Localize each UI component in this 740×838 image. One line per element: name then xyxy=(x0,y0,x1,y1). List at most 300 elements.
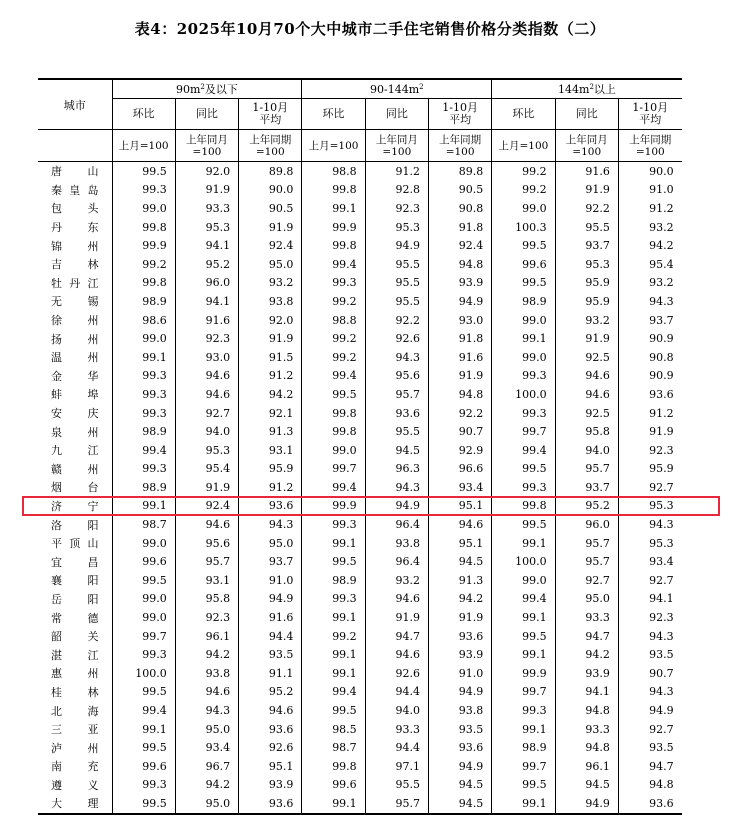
value-cell: 91.9 xyxy=(555,329,618,348)
city-cell: 泉州 xyxy=(51,425,99,439)
value-cell: 99.9 xyxy=(112,236,175,255)
value-cell: 91.6 xyxy=(555,162,618,181)
value-cell: 99.2 xyxy=(492,181,555,200)
value-cell: 99.0 xyxy=(112,590,175,609)
value-cell: 95.0 xyxy=(175,794,238,814)
value-cell: 92.7 xyxy=(175,404,238,423)
value-cell: 95.5 xyxy=(365,255,428,274)
value-cell: 99.7 xyxy=(492,757,555,776)
value-cell: 95.0 xyxy=(175,720,238,739)
value-cell: 99.1 xyxy=(492,794,555,814)
value-cell: 89.8 xyxy=(239,162,302,181)
city-cell: 惠州 xyxy=(51,667,99,681)
value-cell: 95.9 xyxy=(555,274,618,293)
value-cell: 95.7 xyxy=(555,534,618,553)
value-cell: 93.1 xyxy=(239,441,302,460)
value-cell: 98.9 xyxy=(112,478,175,497)
base-row xyxy=(38,130,682,162)
value-cell: 93.2 xyxy=(555,311,618,330)
value-cell: 95.3 xyxy=(618,497,681,516)
table-body xyxy=(38,162,682,814)
value-cell: 93.4 xyxy=(618,552,681,571)
value-cell: 99.1 xyxy=(302,534,365,553)
table-row xyxy=(38,255,682,274)
value-cell: 99.9 xyxy=(492,664,555,683)
subheader-cell: 1-10月 平均 xyxy=(618,99,681,130)
value-cell: 91.2 xyxy=(365,162,428,181)
value-cell: 99.1 xyxy=(492,608,555,627)
city-cell: 韶关 xyxy=(51,630,99,644)
subheader-cell: 同比 xyxy=(555,99,618,130)
value-cell: 94.8 xyxy=(428,385,491,404)
group-header-small: $90m^2$及以下 xyxy=(112,79,302,99)
value-cell: 93.6 xyxy=(428,627,491,646)
subheader-cell: 同比 xyxy=(175,99,238,130)
value-cell: 93.5 xyxy=(239,645,302,664)
value-cell: 99.8 xyxy=(302,181,365,200)
value-cell: 91.9 xyxy=(428,608,491,627)
value-cell: 93.6 xyxy=(239,794,302,814)
value-cell: 98.5 xyxy=(302,720,365,739)
city-cell: 桂林 xyxy=(51,685,99,699)
value-cell: 99.0 xyxy=(492,311,555,330)
value-cell: 94.2 xyxy=(239,385,302,404)
value-cell: 99.4 xyxy=(112,441,175,460)
value-cell: 93.6 xyxy=(618,794,681,814)
value-cell: 99.4 xyxy=(302,478,365,497)
value-cell: 94.1 xyxy=(175,292,238,311)
city-cell: 湛江 xyxy=(51,648,99,662)
value-cell: 92.7 xyxy=(618,478,681,497)
table-row xyxy=(38,460,682,479)
table-row xyxy=(38,534,682,553)
value-cell: 89.8 xyxy=(428,162,491,181)
value-cell: 90.9 xyxy=(618,329,681,348)
value-cell: 94.0 xyxy=(555,441,618,460)
price-index-table xyxy=(38,78,682,815)
value-cell: 97.1 xyxy=(365,757,428,776)
value-cell: 93.8 xyxy=(239,292,302,311)
value-cell: 99.5 xyxy=(492,274,555,293)
value-cell: 91.0 xyxy=(239,571,302,590)
value-cell: 99.0 xyxy=(112,608,175,627)
value-cell: 98.8 xyxy=(302,162,365,181)
value-cell: 94.8 xyxy=(618,776,681,795)
value-cell: 95.1 xyxy=(428,534,491,553)
city-cell: 烟台 xyxy=(51,481,99,495)
city-cell: 南充 xyxy=(51,760,99,774)
value-cell: 99.7 xyxy=(492,683,555,702)
value-cell: 93.9 xyxy=(428,274,491,293)
table-row xyxy=(38,720,682,739)
table-row xyxy=(38,404,682,423)
value-cell: 96.0 xyxy=(555,515,618,534)
value-cell: 94.6 xyxy=(175,683,238,702)
base-cell: 上年同期 =100 xyxy=(428,130,491,162)
value-cell: 94.1 xyxy=(555,683,618,702)
value-cell: 90.7 xyxy=(428,422,491,441)
value-cell: 99.5 xyxy=(112,162,175,181)
value-cell: 99.9 xyxy=(302,218,365,237)
value-cell: 92.4 xyxy=(428,236,491,255)
value-cell: 99.3 xyxy=(492,701,555,720)
table-row xyxy=(38,738,682,757)
value-cell: 94.2 xyxy=(618,236,681,255)
value-cell: 99.7 xyxy=(112,627,175,646)
table-row xyxy=(38,422,682,441)
value-cell: 98.7 xyxy=(302,738,365,757)
value-cell: 90.5 xyxy=(428,181,491,200)
table-row xyxy=(38,181,682,200)
value-cell: 92.4 xyxy=(239,236,302,255)
value-cell: 94.8 xyxy=(555,738,618,757)
value-cell: 95.4 xyxy=(618,255,681,274)
value-cell: 90.8 xyxy=(618,348,681,367)
value-cell: 94.9 xyxy=(618,701,681,720)
value-cell: 99.7 xyxy=(302,460,365,479)
value-cell: 93.1 xyxy=(175,571,238,590)
value-cell: 93.7 xyxy=(618,311,681,330)
table-row xyxy=(38,701,682,720)
value-cell: 91.0 xyxy=(428,664,491,683)
value-cell: 94.5 xyxy=(365,441,428,460)
city-cell: 遵义 xyxy=(51,778,99,792)
value-cell: 95.8 xyxy=(555,422,618,441)
base-row-spacer xyxy=(38,130,112,162)
city-cell: 锦州 xyxy=(51,239,99,253)
value-cell: 92.2 xyxy=(428,404,491,423)
value-cell: 99.3 xyxy=(112,404,175,423)
value-cell: 99.2 xyxy=(302,292,365,311)
value-cell: 92.7 xyxy=(555,571,618,590)
value-cell: 96.1 xyxy=(175,627,238,646)
base-cell: 上年同月 =100 xyxy=(175,130,238,162)
value-cell: 94.6 xyxy=(239,701,302,720)
value-cell: 92.3 xyxy=(175,608,238,627)
value-cell: 94.7 xyxy=(555,627,618,646)
base-cell: 上年同期 =100 xyxy=(618,130,681,162)
value-cell: 94.3 xyxy=(365,478,428,497)
value-cell: 99.1 xyxy=(492,720,555,739)
value-cell: 99.5 xyxy=(492,627,555,646)
subheader-row xyxy=(38,99,682,130)
value-cell: 90.8 xyxy=(428,199,491,218)
value-cell: 95.5 xyxy=(365,274,428,293)
value-cell: 99.1 xyxy=(302,199,365,218)
base-cell: 上月=100 xyxy=(302,130,365,162)
table-row xyxy=(38,515,682,534)
city-cell: 三亚 xyxy=(51,723,99,737)
value-cell: 93.6 xyxy=(618,385,681,404)
value-cell: 91.8 xyxy=(428,218,491,237)
value-cell: 99.0 xyxy=(492,348,555,367)
city-cell: 金华 xyxy=(51,369,99,383)
value-cell: 99.3 xyxy=(112,645,175,664)
value-cell: 93.2 xyxy=(618,274,681,293)
value-cell: 99.3 xyxy=(492,404,555,423)
value-cell: 99.0 xyxy=(302,441,365,460)
value-cell: 95.3 xyxy=(175,441,238,460)
table-row xyxy=(38,311,682,330)
table-row xyxy=(38,645,682,664)
table-row xyxy=(38,199,682,218)
value-cell: 90.9 xyxy=(618,367,681,386)
value-cell: 94.6 xyxy=(365,590,428,609)
table-title: 表4：2025年10月70个大中城市二手住宅销售价格分类指数（二） xyxy=(134,20,606,38)
group-header-medium: $90-144m^2$ xyxy=(302,79,492,99)
value-cell: 95.3 xyxy=(175,218,238,237)
value-cell: 94.9 xyxy=(428,757,491,776)
value-cell: 95.0 xyxy=(555,590,618,609)
city-cell: 唐山 xyxy=(51,165,99,179)
table-row xyxy=(38,664,682,683)
city-cell: 安庆 xyxy=(51,407,99,421)
city-cell: 包头 xyxy=(51,202,99,216)
value-cell: 95.7 xyxy=(555,460,618,479)
value-cell: 92.0 xyxy=(239,311,302,330)
value-cell: 99.5 xyxy=(302,385,365,404)
value-cell: 95.5 xyxy=(555,218,618,237)
value-cell: 91.9 xyxy=(175,181,238,200)
value-cell: 96.7 xyxy=(175,757,238,776)
value-cell: 99.3 xyxy=(302,590,365,609)
base-cell: 上年同月 =100 xyxy=(365,130,428,162)
value-cell: 99.5 xyxy=(302,552,365,571)
value-cell: 99.0 xyxy=(112,329,175,348)
value-cell: 93.0 xyxy=(175,348,238,367)
value-cell: 94.9 xyxy=(428,683,491,702)
value-cell: 95.1 xyxy=(239,757,302,776)
value-cell: 94.7 xyxy=(365,627,428,646)
value-cell: 95.3 xyxy=(618,534,681,553)
value-cell: 99.6 xyxy=(112,757,175,776)
value-cell: 99.5 xyxy=(112,794,175,814)
value-cell: 93.5 xyxy=(618,645,681,664)
value-cell: 99.1 xyxy=(302,645,365,664)
city-cell: 宜昌 xyxy=(51,555,99,569)
value-cell: 94.4 xyxy=(365,683,428,702)
subheader-cell: 环比 xyxy=(492,99,555,130)
value-cell: 94.6 xyxy=(175,385,238,404)
table-row xyxy=(38,441,682,460)
city-cell: 大理 xyxy=(38,794,112,814)
value-cell: 91.6 xyxy=(428,348,491,367)
value-cell: 94.5 xyxy=(428,794,491,814)
table-header xyxy=(38,79,682,162)
value-cell: 99.5 xyxy=(112,571,175,590)
table-row xyxy=(38,794,682,814)
value-cell: 94.9 xyxy=(428,292,491,311)
city-cell: 北海 xyxy=(51,704,99,718)
value-cell: 99.1 xyxy=(302,608,365,627)
value-cell: 95.7 xyxy=(175,552,238,571)
city-cell: 济宁 xyxy=(51,499,99,513)
value-cell: 94.5 xyxy=(428,552,491,571)
value-cell: 99.0 xyxy=(492,571,555,590)
value-cell: 91.2 xyxy=(618,404,681,423)
table-row xyxy=(38,590,682,609)
city-cell: 岳阳 xyxy=(51,592,99,606)
base-cell: 上月=100 xyxy=(492,130,555,162)
value-cell: 98.9 xyxy=(302,571,365,590)
group-header-large: $144m^2$以上 xyxy=(492,79,682,99)
value-cell: 95.9 xyxy=(555,292,618,311)
value-cell: 99.3 xyxy=(112,181,175,200)
table-row xyxy=(38,776,682,795)
value-cell: 93.4 xyxy=(175,738,238,757)
value-cell: 99.4 xyxy=(302,255,365,274)
table-row xyxy=(38,162,682,181)
value-cell: 99.2 xyxy=(302,329,365,348)
value-cell: 93.8 xyxy=(428,701,491,720)
value-cell: 95.1 xyxy=(428,497,491,516)
value-cell: 94.3 xyxy=(618,515,681,534)
value-cell: 99.0 xyxy=(492,199,555,218)
value-cell: 91.3 xyxy=(239,422,302,441)
subheader-cell: 1-10月 平均 xyxy=(428,99,491,130)
value-cell: 99.6 xyxy=(302,776,365,795)
value-cell: 99.3 xyxy=(112,367,175,386)
value-cell: 93.3 xyxy=(555,720,618,739)
table-row xyxy=(38,367,682,386)
value-cell: 98.9 xyxy=(112,292,175,311)
value-cell: 93.6 xyxy=(239,497,302,516)
value-cell: 99.3 xyxy=(492,478,555,497)
value-cell: 99.3 xyxy=(492,367,555,386)
value-cell: 94.7 xyxy=(618,757,681,776)
value-cell: 99.1 xyxy=(112,348,175,367)
value-cell: 94.3 xyxy=(365,348,428,367)
table-row xyxy=(38,627,682,646)
value-cell: 95.3 xyxy=(365,218,428,237)
table-row xyxy=(38,571,682,590)
value-cell: 95.5 xyxy=(365,776,428,795)
value-cell: 95.6 xyxy=(175,534,238,553)
value-cell: 91.2 xyxy=(239,478,302,497)
value-cell: 92.7 xyxy=(618,720,681,739)
value-cell: 99.5 xyxy=(492,236,555,255)
value-cell: 93.6 xyxy=(428,738,491,757)
value-cell: 99.3 xyxy=(302,274,365,293)
table-row xyxy=(38,348,682,367)
value-cell: 99.1 xyxy=(492,534,555,553)
value-cell: 95.9 xyxy=(239,460,302,479)
value-cell: 99.2 xyxy=(112,255,175,274)
value-cell: 93.3 xyxy=(555,608,618,627)
value-cell: 95.7 xyxy=(555,552,618,571)
value-cell: 95.5 xyxy=(365,422,428,441)
value-cell: 93.9 xyxy=(239,776,302,795)
value-cell: 94.3 xyxy=(175,701,238,720)
value-cell: 94.2 xyxy=(555,645,618,664)
value-cell: 93.5 xyxy=(428,720,491,739)
city-cell: 扬州 xyxy=(51,332,99,346)
value-cell: 99.1 xyxy=(112,720,175,739)
value-cell: 94.0 xyxy=(365,701,428,720)
value-cell: 94.3 xyxy=(239,515,302,534)
value-cell: 99.4 xyxy=(302,683,365,702)
value-cell: 92.6 xyxy=(365,329,428,348)
value-cell: 98.7 xyxy=(112,515,175,534)
value-cell: 91.0 xyxy=(618,181,681,200)
value-cell: 98.8 xyxy=(302,311,365,330)
value-cell: 93.7 xyxy=(555,236,618,255)
value-cell: 94.4 xyxy=(365,738,428,757)
value-cell: 99.7 xyxy=(492,422,555,441)
value-cell: 94.5 xyxy=(428,776,491,795)
value-cell: 96.4 xyxy=(365,552,428,571)
value-cell: 93.7 xyxy=(555,478,618,497)
value-cell: 99.2 xyxy=(492,162,555,181)
value-cell: 99.4 xyxy=(492,590,555,609)
value-cell: 94.3 xyxy=(618,683,681,702)
subheader-cell: 环比 xyxy=(112,99,175,130)
value-cell: 99.3 xyxy=(112,776,175,795)
city-cell: 平顶山 xyxy=(51,537,99,551)
value-cell: 95.2 xyxy=(555,497,618,516)
subheader-cell: 1-10月 平均 xyxy=(239,99,302,130)
table-row xyxy=(38,329,682,348)
value-cell: 93.0 xyxy=(428,311,491,330)
value-cell: 92.8 xyxy=(365,181,428,200)
value-cell: 92.5 xyxy=(555,348,618,367)
value-cell: 99.1 xyxy=(302,794,365,814)
value-cell: 99.8 xyxy=(112,274,175,293)
value-cell: 92.2 xyxy=(555,199,618,218)
value-cell: 93.3 xyxy=(365,720,428,739)
value-cell: 99.8 xyxy=(302,422,365,441)
value-cell: 91.5 xyxy=(239,348,302,367)
value-cell: 92.9 xyxy=(428,441,491,460)
value-cell: 95.7 xyxy=(365,385,428,404)
value-cell: 91.9 xyxy=(365,608,428,627)
city-cell: 九江 xyxy=(51,444,99,458)
value-cell: 99.8 xyxy=(302,404,365,423)
value-cell: 93.8 xyxy=(365,534,428,553)
value-cell: 99.8 xyxy=(112,218,175,237)
base-cell: 上年同月 =100 xyxy=(555,130,618,162)
value-cell: 99.5 xyxy=(302,701,365,720)
value-cell: 94.9 xyxy=(365,497,428,516)
value-cell: 90.5 xyxy=(239,199,302,218)
value-cell: 92.3 xyxy=(618,441,681,460)
city-cell: 秦皇岛 xyxy=(51,183,99,197)
value-cell: 95.0 xyxy=(239,534,302,553)
city-cell: 无锡 xyxy=(51,295,99,309)
value-cell: 93.9 xyxy=(555,664,618,683)
value-cell: 95.7 xyxy=(365,794,428,814)
value-cell: 92.5 xyxy=(555,404,618,423)
value-cell: 98.6 xyxy=(112,311,175,330)
table-row xyxy=(38,552,682,571)
value-cell: 92.6 xyxy=(365,664,428,683)
value-cell: 93.2 xyxy=(618,218,681,237)
value-cell: 92.7 xyxy=(618,571,681,590)
value-cell: 90.0 xyxy=(618,162,681,181)
value-cell: 91.2 xyxy=(618,199,681,218)
value-cell: 98.9 xyxy=(492,738,555,757)
value-cell: 100.3 xyxy=(492,218,555,237)
value-cell: 95.3 xyxy=(555,255,618,274)
value-cell: 91.2 xyxy=(239,367,302,386)
value-cell: 99.2 xyxy=(302,627,365,646)
value-cell: 92.0 xyxy=(175,162,238,181)
value-cell: 99.5 xyxy=(112,683,175,702)
value-cell: 99.3 xyxy=(112,460,175,479)
value-cell: 93.9 xyxy=(428,645,491,664)
value-cell: 94.1 xyxy=(175,236,238,255)
value-cell: 92.1 xyxy=(239,404,302,423)
